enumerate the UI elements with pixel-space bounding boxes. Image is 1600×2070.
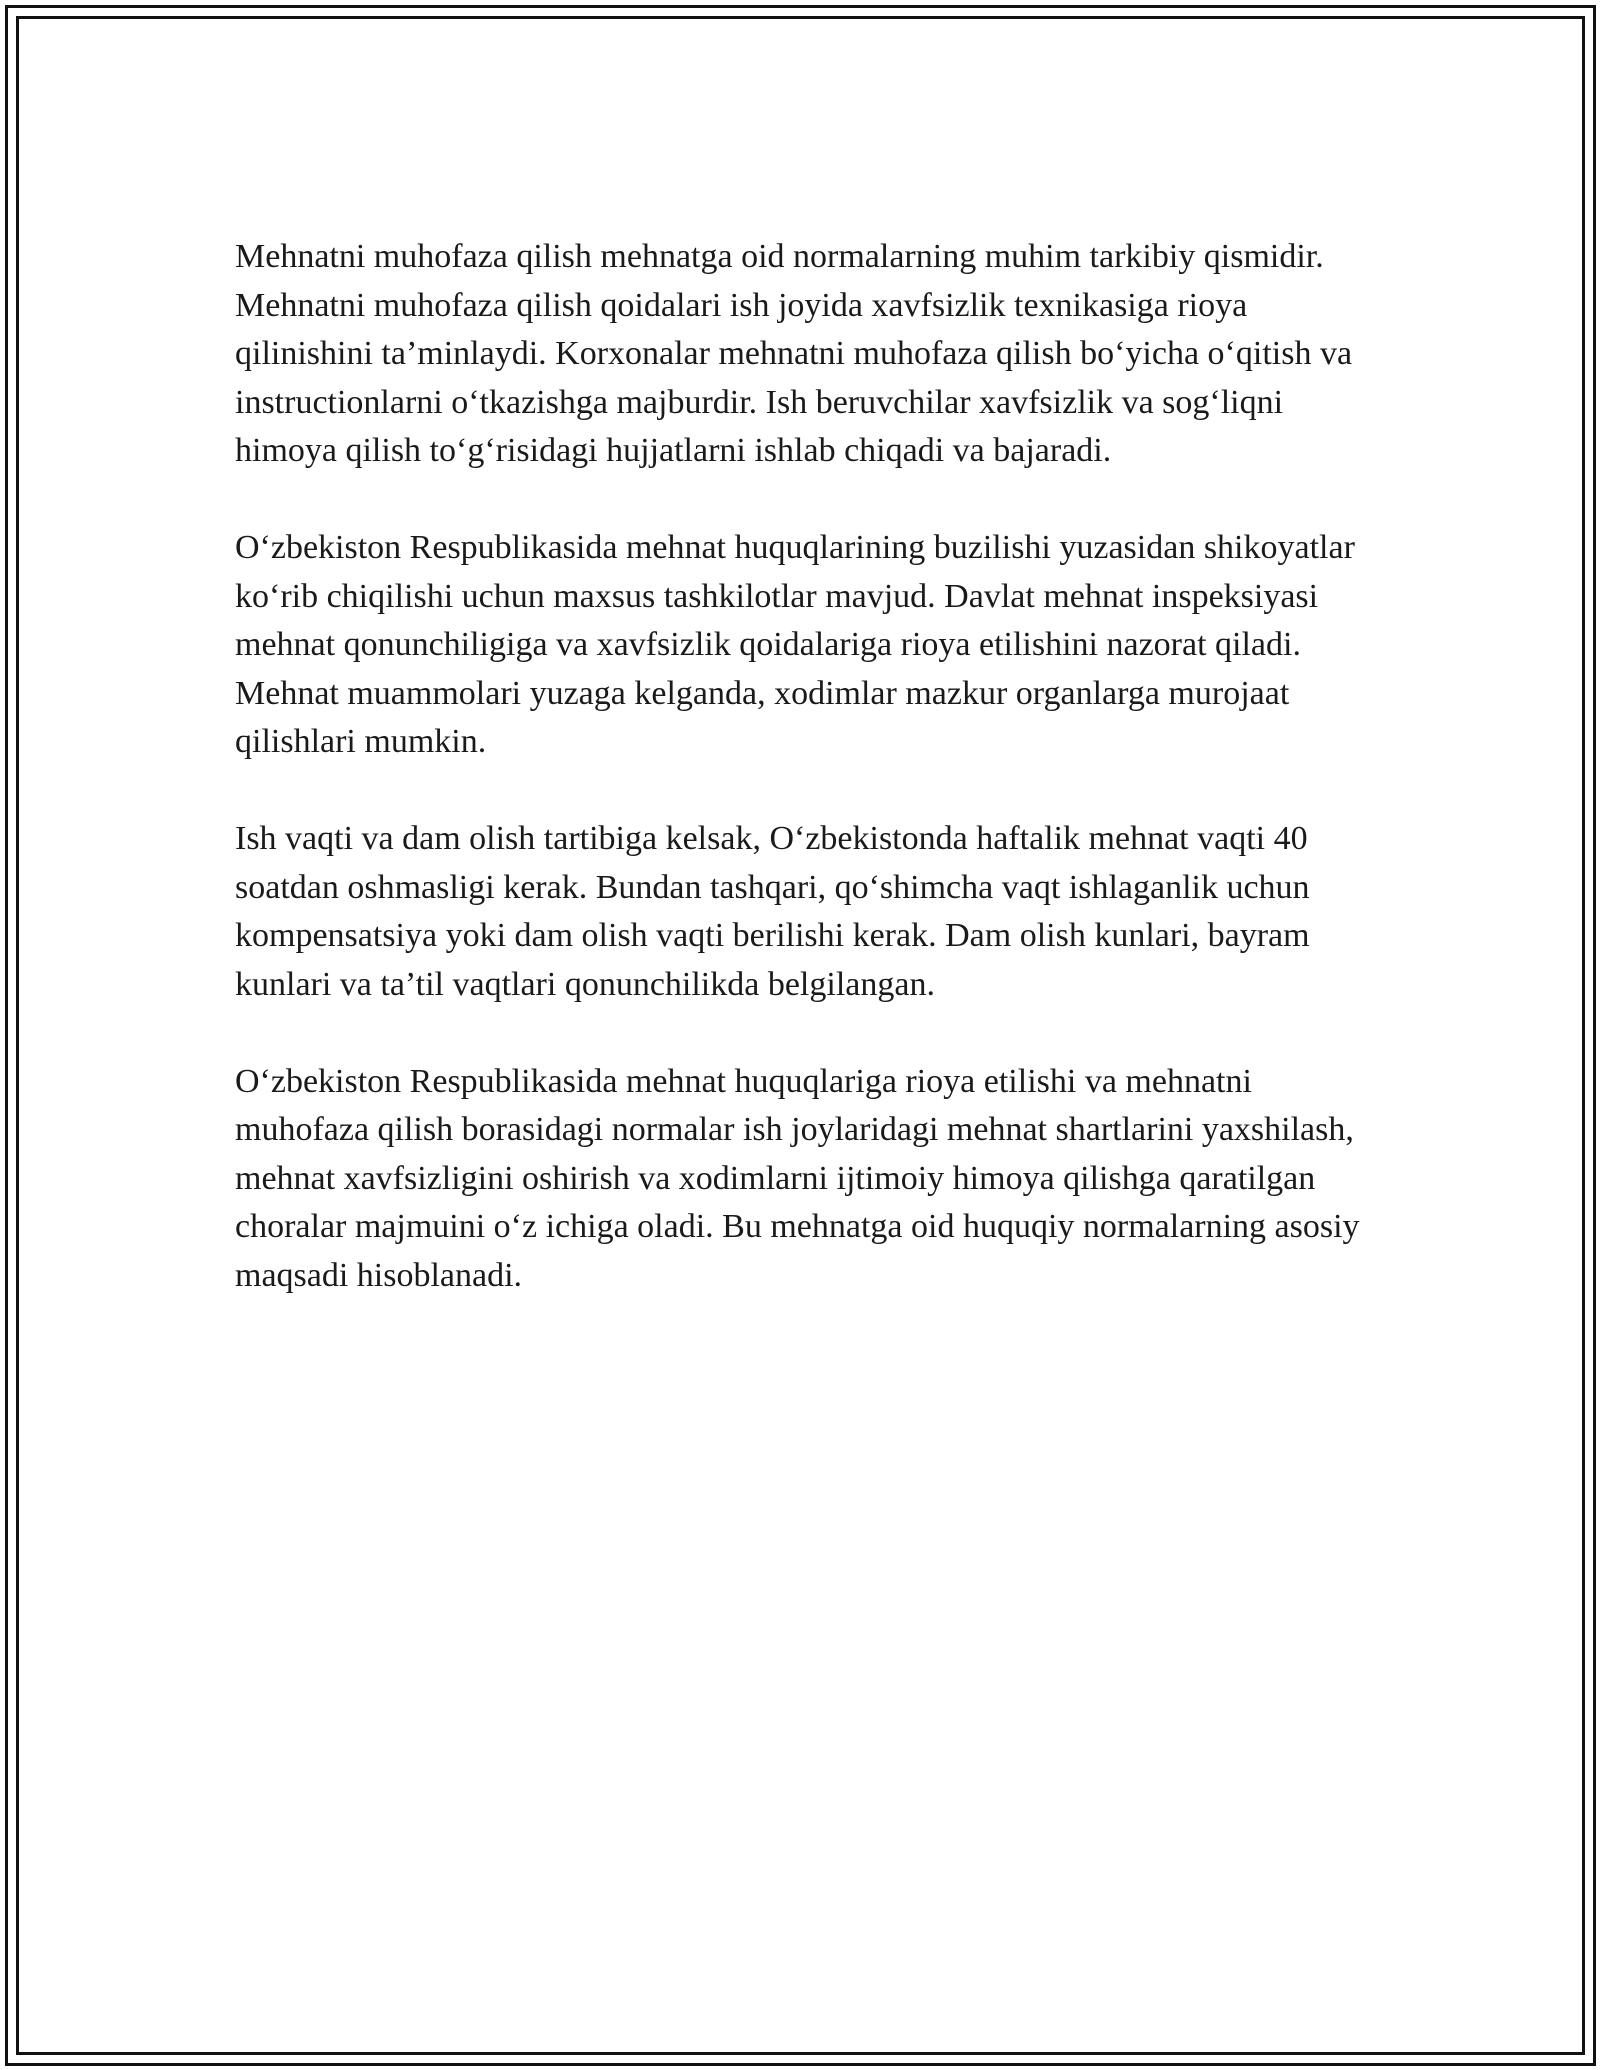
paragraph-1: Mehnatni muhofaza qilish mehnatga oid normalarning muhim tarkibiy qismidir. Mehnatni muhofaza qilish qoidalari ish joyida xavfsizlik texnikasiga rioya qilinishini ta’minlaydi. Korxonalar mehnatni muhofaza qilish bo‘yicha o‘qitish va instructionlarni o‘tkazishga majburdir. Ish beruvchilar xavfsizlik va sog‘liqni himoya qilish to‘g‘risidagi hujjatlarni ishlab chiqadi va bajaradi.: [235, 238, 1353, 469]
paragraph-3: Ish vaqti va dam olish tartibiga kelsak, O‘zbekistonda haftalik mehnat vaqti 40 soatdan oshmasligi kerak. Bundan tashqari, qo‘shimcha vaqt ishlaganlik uchun kompensatsiya yoki dam olish vaqti berilishi kerak. Dam olish kunlari, bayram kunlari va ta’til vaqtlari qonunchilikda belgilangan.: [235, 820, 1310, 1003]
paragraph-4: O‘zbekiston Respublikasida mehnat huquqlariga rioya etilishi va mehnatni muhofaza qilish borasidagi normalar ish joylaridagi mehnat shartlarini yaxshilash, mehnat xavfsizligini oshirish va xodimlarni ijtimoiy himoya qilishga qaratilgan choralar majmuini o‘z ichiga oladi. Bu mehnatga oid huquqiy normalarning asosiy maqsadi hisoblanadi.: [235, 1062, 1360, 1294]
paragraph-2: O‘zbekiston Respublikasida mehnat huquqlarining buzilishi yuzasidan shikoyatlar ko‘rib chiqilishi uchun maxsus tashkilotlar mavjud. Davlat mehnat inspeksiyasi mehnat qonunchiligiga va xavfsizlik qoidalariga rioya etilishini nazorat qiladi. Mehnat muammolari yuzaga kelganda, xodimlar mazkur organlarga murojaat qilishlari mumkin.: [235, 529, 1355, 760]
document-body: [235, 233, 1365, 1349]
